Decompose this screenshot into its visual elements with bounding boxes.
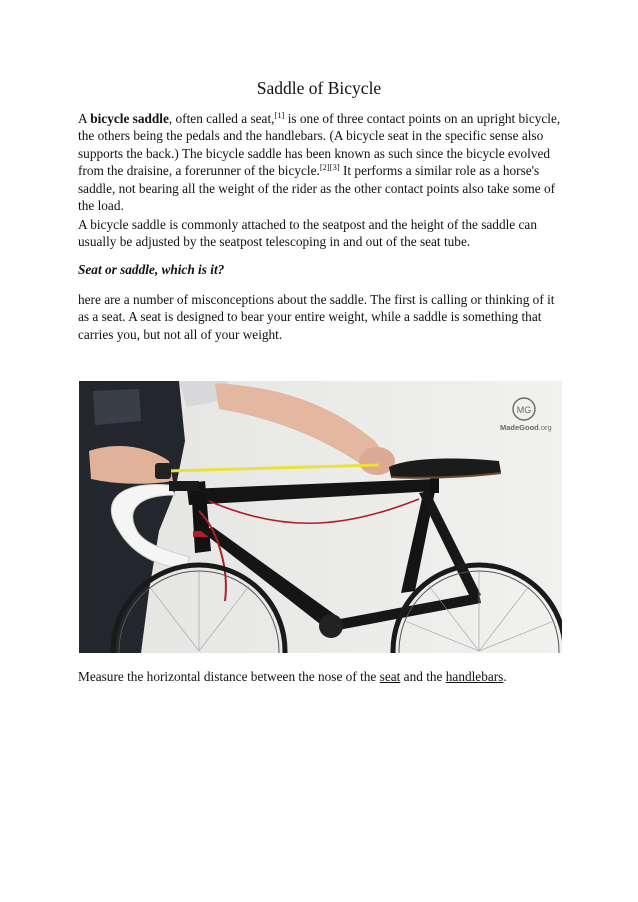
bike-measurement-photo (79, 381, 562, 653)
handlebars-link[interactable]: handlebars (445, 669, 504, 684)
photo-caption: Measure the horizontal distance between the nose of the seat and the handlebars. (78, 669, 507, 684)
citation-1[interactable]: [1] (274, 110, 285, 120)
section-subheading: Seat or saddle, which is it? (78, 262, 225, 277)
page-title: Saddle of Bicycle (256, 78, 382, 98)
seatpost-paragraph: A bicycle saddle is commonly attached to the seatpost and the height of the saddle can usually be adjusted by the seatpost telescoping in and out of the seat tube. (78, 217, 537, 250)
misconception-paragraph: here are a number of misconceptions about the saddle. The first is calling or thinking of it as a seat. A seat is designed to bear your entire weight, while a saddle is something that carries you, but not all of your weight. (78, 292, 555, 342)
logo-badge: MG (516, 405, 532, 415)
intro-paragraph: A bicycle saddle, often called a seat,[1] is one of three contact points on an upright bicycle, the others being the pedals and the handlebars. (A bicycle seat in the specific sense also supports the back.) The bicycle saddle has been known as such since the bicycle evolved from the draisine, a forerunner of the bicycle.[2][3] It performs a similar role as a horse's saddle, not bearing all the weight of the rider as the other contact points also take some of the load. (78, 110, 561, 214)
citation-2-3[interactable]: [2][3] (319, 162, 340, 173)
bold-term: bicycle saddle (90, 111, 169, 126)
seat-link[interactable]: seat (379, 669, 401, 684)
logo-text: MadeGood.org (500, 423, 552, 432)
